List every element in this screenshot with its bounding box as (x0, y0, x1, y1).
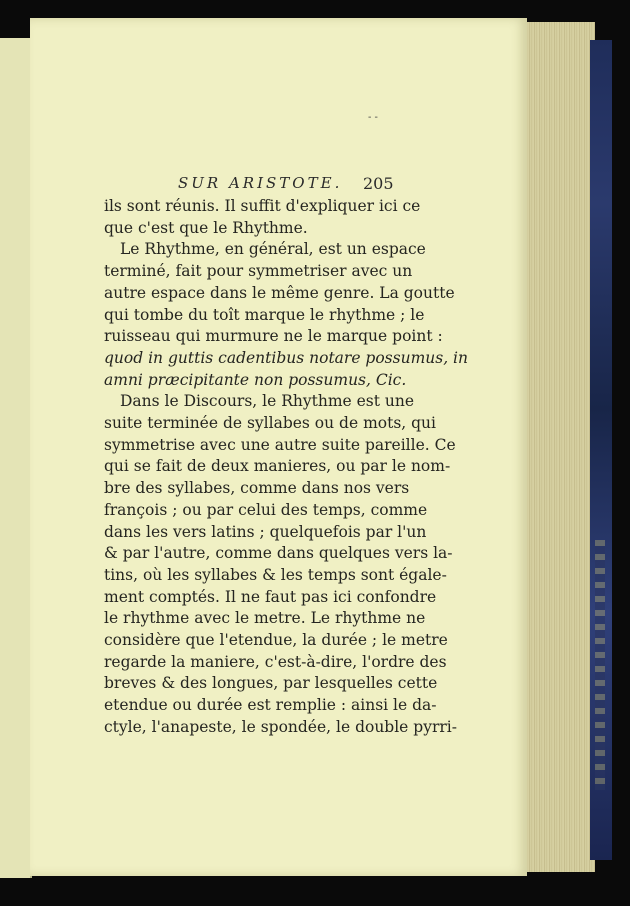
text-line: ruisseau qui murmure ne le marque point : (104, 327, 443, 346)
book-page (30, 18, 527, 876)
text-line: & par l'autre, comme dans quelques vers la- (104, 544, 453, 563)
text-line: le rhythme avec le metre. Le rhythme ne (104, 609, 426, 628)
ink-mark: - - (368, 112, 378, 123)
text-line: Dans le Discours, le Rhythme est une (120, 392, 415, 411)
text-line: françois ; ou par celui des temps, comme (104, 500, 428, 519)
page-number: 205 (363, 174, 394, 193)
running-head: SUR ARISTOTE. (178, 174, 343, 192)
text-line: breves & des longues, par lesquelles cette (104, 674, 438, 693)
text-line: regarde la maniere, c'est-à-dire, l'ordre des (104, 652, 447, 671)
text-line: amni præcipitante non possumus, Cic. (104, 370, 407, 389)
text-line: autre espace dans le même genre. La goutte (104, 283, 455, 302)
marbled-binding (590, 40, 612, 860)
text-line: symmetrise avec une autre suite pareille. Ce (104, 435, 456, 454)
text-line: etendue ou durée est remplie : ainsi le da- (104, 696, 437, 715)
text-line: suite terminée de syllabes ou de mots, qui (104, 414, 437, 433)
text-line: qui se fait de deux manieres, ou par le nom- (104, 457, 451, 476)
text-line: que c'est que le Rhythme. (104, 218, 308, 237)
text-line: Le Rhythme, en général, est un espace (120, 240, 426, 259)
text-line: bre des syllabes, comme dans nos vers (104, 479, 410, 498)
text-line: quod in guttis cadentibus notare possumus, in (104, 348, 468, 367)
text-line: terminé, fait pour symmetriser avec un (104, 262, 413, 281)
text-line: ctyle, l'anapeste, le spondée, le double pyrri- (104, 717, 457, 736)
text-line: considère que l'etendue, la durée ; le metre (104, 631, 448, 650)
text-line: ment comptés. Il ne faut pas ici confondre (104, 587, 437, 606)
text-line: dans les vers latins ; quelquefois par l'un (104, 522, 427, 541)
body-text (104, 196, 468, 739)
text-line: tins, où les syllabes & les temps sont égale- (104, 565, 447, 584)
text-line: ils sont réunis. Il suffit d'expliquer ici ce (104, 197, 421, 215)
text-line: qui tombe du toît marque le rhythme ; le (104, 305, 425, 324)
left-page-edge (0, 38, 32, 878)
